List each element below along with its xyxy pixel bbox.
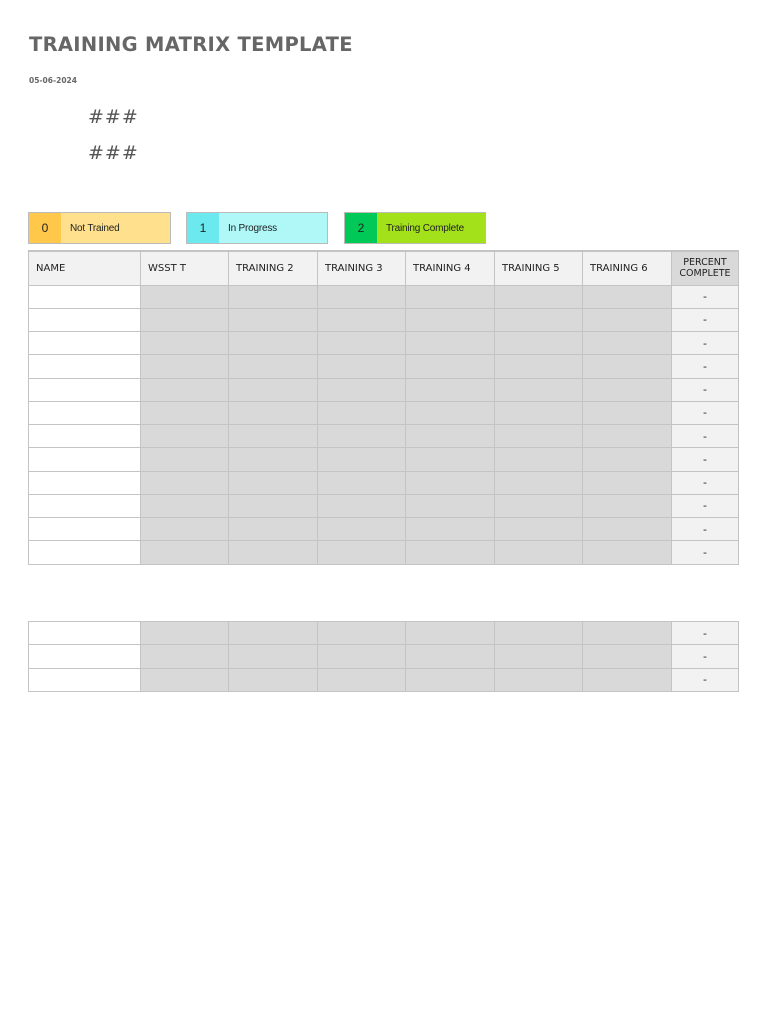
training-status-cell[interactable] — [229, 285, 318, 308]
column-header-training-4: TRAINING 4 — [406, 251, 495, 285]
name-cell[interactable] — [29, 471, 141, 494]
training-status-cell[interactable] — [318, 355, 406, 378]
training-status-cell[interactable] — [141, 668, 229, 691]
training-status-cell[interactable] — [406, 448, 495, 471]
name-cell[interactable] — [29, 425, 141, 448]
training-status-cell[interactable] — [583, 668, 672, 691]
page-title: TRAINING MATRIX TEMPLATE — [29, 33, 353, 56]
percent-complete-cell: - — [672, 541, 739, 564]
training-status-cell[interactable] — [495, 425, 583, 448]
legend-training-complete — [344, 212, 486, 244]
legend-not-trained — [28, 212, 171, 244]
table-row — [29, 541, 739, 564]
training-status-cell[interactable] — [141, 645, 229, 668]
training-status-cell[interactable] — [495, 448, 583, 471]
training-status-cell[interactable] — [318, 645, 406, 668]
percent-complete-cell: - — [672, 308, 739, 331]
table-row — [29, 425, 739, 448]
table-row — [29, 285, 739, 308]
training-status-cell[interactable] — [583, 541, 672, 564]
percent-complete-cell: - — [672, 622, 739, 645]
training-status-cell[interactable] — [406, 285, 495, 308]
training-status-cell[interactable] — [229, 668, 318, 691]
name-cell[interactable] — [29, 401, 141, 424]
training-status-cell[interactable] — [406, 425, 495, 448]
training-status-cell[interactable] — [318, 308, 406, 331]
training-status-cell[interactable] — [495, 308, 583, 331]
percent-complete-cell: - — [672, 355, 739, 378]
training-status-cell[interactable] — [406, 541, 495, 564]
training-status-cell[interactable] — [229, 622, 318, 645]
training-status-cell[interactable] — [318, 401, 406, 424]
name-cell[interactable] — [29, 285, 141, 308]
training-matrix-table — [28, 250, 739, 565]
training-status-cell[interactable] — [229, 401, 318, 424]
training-status-cell[interactable] — [141, 425, 229, 448]
training-status-cell[interactable] — [583, 285, 672, 308]
training-status-cell[interactable] — [141, 285, 229, 308]
table-row — [29, 645, 739, 668]
training-status-cell[interactable] — [229, 645, 318, 668]
percent-complete-cell: - — [672, 285, 739, 308]
training-status-cell[interactable] — [495, 541, 583, 564]
document-date: 05-06-2024 — [29, 76, 77, 85]
training-status-cell[interactable] — [318, 425, 406, 448]
training-status-cell[interactable] — [583, 332, 672, 355]
training-status-cell[interactable] — [583, 401, 672, 424]
percent-complete-cell: - — [672, 425, 739, 448]
training-status-cell[interactable] — [495, 285, 583, 308]
training-status-cell[interactable] — [495, 668, 583, 691]
training-status-cell[interactable] — [583, 518, 672, 541]
legend-label: Not Trained — [61, 213, 170, 243]
training-status-cell[interactable] — [583, 308, 672, 331]
training-status-cell[interactable] — [229, 308, 318, 331]
table-row — [29, 668, 739, 691]
table-row — [29, 518, 739, 541]
training-status-cell[interactable] — [495, 471, 583, 494]
training-status-cell[interactable] — [141, 308, 229, 331]
training-status-cell[interactable] — [229, 378, 318, 401]
table-row — [29, 332, 739, 355]
training-matrix-table-2 — [28, 621, 739, 692]
table-row — [29, 401, 739, 424]
name-cell[interactable] — [29, 332, 141, 355]
training-status-cell[interactable] — [141, 541, 229, 564]
percent-complete-cell: - — [672, 645, 739, 668]
training-status-cell[interactable] — [229, 541, 318, 564]
name-cell[interactable] — [29, 308, 141, 331]
training-status-cell[interactable] — [406, 401, 495, 424]
percent-complete-cell: - — [672, 518, 739, 541]
training-status-cell[interactable] — [318, 668, 406, 691]
table-row — [29, 378, 739, 401]
column-header-training-2: TRAINING 2 — [229, 251, 318, 285]
training-status-cell[interactable] — [495, 622, 583, 645]
training-status-cell[interactable] — [141, 494, 229, 517]
name-cell[interactable] — [29, 355, 141, 378]
training-status-cell[interactable] — [406, 378, 495, 401]
percent-complete-cell: - — [672, 471, 739, 494]
training-status-cell[interactable] — [141, 378, 229, 401]
percent-complete-cell: - — [672, 448, 739, 471]
training-status-cell[interactable] — [318, 285, 406, 308]
training-status-cell[interactable] — [141, 401, 229, 424]
table-row — [29, 448, 739, 471]
column-header-training-5: TRAINING 5 — [495, 251, 583, 285]
legend-label: In Progress — [219, 213, 327, 243]
training-status-cell[interactable] — [583, 355, 672, 378]
training-status-cell[interactable] — [229, 355, 318, 378]
name-cell[interactable] — [29, 668, 141, 691]
training-status-cell[interactable] — [406, 622, 495, 645]
name-cell[interactable] — [29, 541, 141, 564]
name-cell[interactable] — [29, 622, 141, 645]
training-status-cell[interactable] — [495, 378, 583, 401]
training-status-cell[interactable] — [229, 425, 318, 448]
training-status-cell[interactable] — [406, 668, 495, 691]
table-row — [29, 494, 739, 517]
training-status-cell[interactable] — [318, 622, 406, 645]
training-status-cell[interactable] — [141, 355, 229, 378]
training-status-cell[interactable] — [406, 308, 495, 331]
training-status-cell[interactable] — [583, 471, 672, 494]
table-row — [29, 471, 739, 494]
column-header-wsst: WSST T — [141, 251, 229, 285]
training-status-cell[interactable] — [318, 378, 406, 401]
training-status-cell[interactable] — [583, 378, 672, 401]
name-cell[interactable] — [29, 494, 141, 517]
column-header-name: NAME — [29, 251, 141, 285]
training-status-cell[interactable] — [495, 494, 583, 517]
training-status-cell[interactable] — [406, 471, 495, 494]
percent-complete-cell: - — [672, 378, 739, 401]
column-header-training-6: TRAINING 6 — [583, 251, 672, 285]
training-status-cell[interactable] — [495, 645, 583, 668]
training-status-cell[interactable] — [583, 622, 672, 645]
training-status-cell[interactable] — [141, 622, 229, 645]
training-status-cell[interactable] — [583, 448, 672, 471]
training-status-cell[interactable] — [495, 401, 583, 424]
training-status-cell[interactable] — [318, 448, 406, 471]
training-status-cell[interactable] — [229, 332, 318, 355]
placeholder-field-2: ### — [88, 142, 139, 164]
training-status-cell[interactable] — [583, 645, 672, 668]
training-status-cell[interactable] — [495, 518, 583, 541]
table-header-row — [29, 251, 739, 285]
training-status-cell[interactable] — [406, 645, 495, 668]
column-header-percent-complete: PERCENT COMPLETE — [672, 251, 739, 285]
table-row — [29, 308, 739, 331]
training-status-cell[interactable] — [495, 355, 583, 378]
training-status-cell[interactable] — [318, 332, 406, 355]
table-row — [29, 355, 739, 378]
training-status-cell[interactable] — [141, 471, 229, 494]
legend-value: 0 — [29, 213, 61, 243]
training-status-cell[interactable] — [406, 494, 495, 517]
training-status-cell[interactable] — [583, 494, 672, 517]
name-cell[interactable] — [29, 448, 141, 471]
percent-complete-cell: - — [672, 668, 739, 691]
training-status-cell[interactable] — [495, 332, 583, 355]
name-cell[interactable] — [29, 378, 141, 401]
training-status-cell[interactable] — [141, 518, 229, 541]
name-cell[interactable] — [29, 645, 141, 668]
training-status-cell[interactable] — [141, 332, 229, 355]
training-status-cell[interactable] — [229, 471, 318, 494]
training-status-cell[interactable] — [318, 494, 406, 517]
column-header-training-3: TRAINING 3 — [318, 251, 406, 285]
name-cell[interactable] — [29, 518, 141, 541]
training-status-cell[interactable] — [318, 471, 406, 494]
training-status-cell[interactable] — [229, 448, 318, 471]
training-status-cell[interactable] — [406, 332, 495, 355]
training-status-cell[interactable] — [406, 355, 495, 378]
table-row — [29, 622, 739, 645]
legend-label: Training Complete — [377, 213, 485, 243]
training-status-cell[interactable] — [318, 541, 406, 564]
percent-complete-cell: - — [672, 401, 739, 424]
legend-in-progress — [186, 212, 328, 244]
percent-complete-cell: - — [672, 494, 739, 517]
training-status-cell[interactable] — [318, 518, 406, 541]
training-status-cell[interactable] — [583, 425, 672, 448]
percent-complete-cell: - — [672, 332, 739, 355]
training-status-cell[interactable] — [406, 518, 495, 541]
training-status-cell[interactable] — [229, 494, 318, 517]
legend-value: 1 — [187, 213, 219, 243]
training-status-cell[interactable] — [141, 448, 229, 471]
training-status-cell[interactable] — [229, 518, 318, 541]
legend-value: 2 — [345, 213, 377, 243]
placeholder-field-1: ### — [88, 106, 139, 128]
